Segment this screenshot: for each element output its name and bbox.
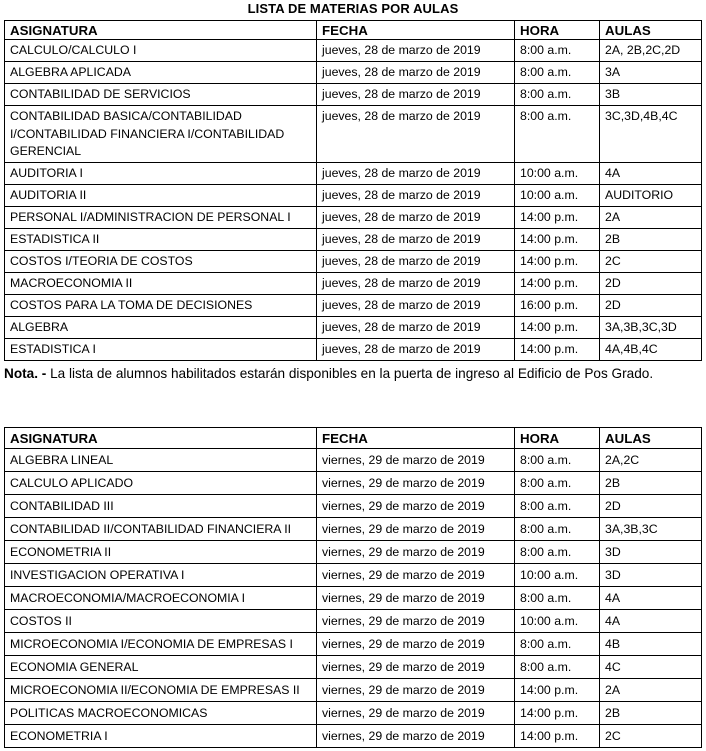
cell-fecha: viernes, 29 de marzo de 2019: [317, 725, 515, 748]
cell-aulas: 2B: [600, 702, 702, 725]
header-hora: HORA: [515, 428, 600, 449]
header-aulas: AULAS: [600, 428, 702, 449]
header-hora: HORA: [515, 21, 600, 40]
table-row: [5, 338, 702, 360]
cell-asignatura: AUDITORIA I: [5, 162, 317, 184]
cell-aulas: 4B: [600, 633, 702, 656]
cell-hora: 10:00 a.m.: [515, 162, 600, 184]
table-row: [5, 206, 702, 228]
table-row: [5, 106, 702, 163]
cell-fecha: viernes, 29 de marzo de 2019: [317, 449, 515, 472]
cell-hora: 8:00 a.m.: [515, 495, 600, 518]
page-title: LISTA DE MATERIAS POR AULAS: [247, 1, 459, 16]
cell-hora: 14:00 p.m.: [515, 272, 600, 294]
cell-aulas: 2D: [600, 294, 702, 316]
table-row: [5, 184, 702, 206]
cell-aulas: 4A,4B,4C: [600, 338, 702, 360]
cell-fecha: viernes, 29 de marzo de 2019: [317, 656, 515, 679]
cell-asignatura: ECONOMIA GENERAL: [5, 656, 317, 679]
cell-asignatura: MACROECONOMIA II: [5, 272, 317, 294]
cell-asignatura: CALCULO APLICADO: [5, 472, 317, 495]
table-row: [5, 228, 702, 250]
cell-fecha: jueves, 28 de marzo de 2019: [317, 40, 515, 62]
cell-hora: 8:00 a.m.: [515, 106, 600, 163]
table-row: [5, 294, 702, 316]
cell-fecha: jueves, 28 de marzo de 2019: [317, 184, 515, 206]
schedule-table-friday: [4, 427, 702, 748]
cell-fecha: viernes, 29 de marzo de 2019: [317, 702, 515, 725]
cell-asignatura: POLITICAS MACROECONOMICAS: [5, 702, 317, 725]
cell-hora: 8:00 a.m.: [515, 449, 600, 472]
cell-asignatura: ECONOMETRIA I: [5, 725, 317, 748]
cell-aulas: 2B: [600, 228, 702, 250]
cell-aulas: 3D: [600, 564, 702, 587]
schedule-table-thursday: [4, 20, 702, 361]
table-header-row: [5, 21, 702, 40]
cell-aulas: 3A: [600, 62, 702, 84]
cell-hora: 8:00 a.m.: [515, 84, 600, 106]
table-row: [5, 656, 702, 679]
cell-aulas: 2C: [600, 250, 702, 272]
cell-fecha: jueves, 28 de marzo de 2019: [317, 106, 515, 163]
table-row: [5, 633, 702, 656]
cell-asignatura: AUDITORIA II: [5, 184, 317, 206]
cell-fecha: jueves, 28 de marzo de 2019: [317, 84, 515, 106]
cell-aulas: 4A: [600, 610, 702, 633]
table-row: [5, 495, 702, 518]
table-row: [5, 40, 702, 62]
cell-hora: 8:00 a.m.: [515, 62, 600, 84]
header-fecha: FECHA: [317, 21, 515, 40]
cell-asignatura: MACROECONOMIA/MACROECONOMIA I: [5, 587, 317, 610]
cell-aulas: 3A,3B,3C: [600, 518, 702, 541]
cell-asignatura: CALCULO/CALCULO I: [5, 40, 317, 62]
cell-asignatura: CONTABILIDAD III: [5, 495, 317, 518]
cell-hora: 14:00 p.m.: [515, 725, 600, 748]
cell-fecha: jueves, 28 de marzo de 2019: [317, 316, 515, 338]
table-row: [5, 272, 702, 294]
table-row: [5, 725, 702, 748]
note: [4, 366, 653, 381]
cell-asignatura: CONTABILIDAD BASICA/CONTABILIDAD I/CONTABILIDAD FINANCIERA I/CONTABILIDAD GERENCIAL: [5, 106, 317, 163]
cell-fecha: viernes, 29 de marzo de 2019: [317, 587, 515, 610]
cell-fecha: jueves, 28 de marzo de 2019: [317, 228, 515, 250]
cell-asignatura: COSTOS II: [5, 610, 317, 633]
cell-asignatura: ALGEBRA: [5, 316, 317, 338]
cell-aulas: 2D: [600, 272, 702, 294]
cell-aulas: 4A: [600, 162, 702, 184]
cell-hora: 8:00 a.m.: [515, 518, 600, 541]
cell-aulas: 2A: [600, 679, 702, 702]
cell-asignatura: MICROECONOMIA II/ECONOMIA DE EMPRESAS II: [5, 679, 317, 702]
cell-hora: 10:00 a.m.: [515, 610, 600, 633]
cell-hora: 14:00 p.m.: [515, 228, 600, 250]
cell-fecha: jueves, 28 de marzo de 2019: [317, 272, 515, 294]
cell-aulas: 2C: [600, 725, 702, 748]
cell-aulas: 3D: [600, 541, 702, 564]
cell-hora: 8:00 a.m.: [515, 656, 600, 679]
cell-fecha: viernes, 29 de marzo de 2019: [317, 518, 515, 541]
cell-fecha: viernes, 29 de marzo de 2019: [317, 633, 515, 656]
table-row: [5, 541, 702, 564]
cell-aulas: 2D: [600, 495, 702, 518]
table-row: [5, 162, 702, 184]
cell-aulas: 3C,3D,4B,4C: [600, 106, 702, 163]
cell-asignatura: ECONOMETRIA II: [5, 541, 317, 564]
cell-hora: 8:00 a.m.: [515, 587, 600, 610]
cell-hora: 16:00 p.m.: [515, 294, 600, 316]
cell-aulas: AUDITORIO: [600, 184, 702, 206]
cell-asignatura: PERSONAL I/ADMINISTRACION DE PERSONAL I: [5, 206, 317, 228]
cell-fecha: jueves, 28 de marzo de 2019: [317, 206, 515, 228]
cell-fecha: viernes, 29 de marzo de 2019: [317, 564, 515, 587]
table-row: [5, 316, 702, 338]
cell-asignatura: CONTABILIDAD DE SERVICIOS: [5, 84, 317, 106]
cell-hora: 14:00 p.m.: [515, 702, 600, 725]
table-row: [5, 564, 702, 587]
table-row: [5, 449, 702, 472]
cell-aulas: 4C: [600, 656, 702, 679]
cell-hora: 14:00 p.m.: [515, 338, 600, 360]
header-fecha: FECHA: [317, 428, 515, 449]
cell-hora: 10:00 a.m.: [515, 184, 600, 206]
cell-fecha: jueves, 28 de marzo de 2019: [317, 338, 515, 360]
cell-hora: 8:00 a.m.: [515, 541, 600, 564]
header-asignatura: ASIGNATURA: [5, 428, 317, 449]
cell-fecha: viernes, 29 de marzo de 2019: [317, 679, 515, 702]
cell-asignatura: MICROECONOMIA I/ECONOMIA DE EMPRESAS I: [5, 633, 317, 656]
table-row: [5, 250, 702, 272]
cell-fecha: viernes, 29 de marzo de 2019: [317, 541, 515, 564]
note-text: La lista de alumnos habilitados estarán disponibles en la puerta de ingreso al Edificio de Pos Grado.: [46, 366, 654, 381]
cell-hora: 8:00 a.m.: [515, 472, 600, 495]
cell-fecha: jueves, 28 de marzo de 2019: [317, 162, 515, 184]
table-header-row: [5, 428, 702, 449]
cell-hora: 14:00 p.m.: [515, 250, 600, 272]
cell-aulas: 2B: [600, 472, 702, 495]
cell-hora: 14:00 p.m.: [515, 206, 600, 228]
header-asignatura: ASIGNATURA: [5, 21, 317, 40]
header-aulas: AULAS: [600, 21, 702, 40]
cell-hora: 10:00 a.m.: [515, 564, 600, 587]
cell-asignatura: ESTADISTICA II: [5, 228, 317, 250]
cell-asignatura: ALGEBRA LINEAL: [5, 449, 317, 472]
cell-aulas: 3B: [600, 84, 702, 106]
cell-asignatura: INVESTIGACION OPERATIVA I: [5, 564, 317, 587]
cell-fecha: viernes, 29 de marzo de 2019: [317, 610, 515, 633]
cell-aulas: 4A: [600, 587, 702, 610]
cell-fecha: viernes, 29 de marzo de 2019: [317, 472, 515, 495]
note-label: Nota. -: [4, 366, 47, 381]
table-row: [5, 679, 702, 702]
cell-hora: 14:00 p.m.: [515, 679, 600, 702]
table-row: [5, 84, 702, 106]
table-row: [5, 518, 702, 541]
cell-asignatura: ESTADISTICA I: [5, 338, 317, 360]
table-row: [5, 62, 702, 84]
cell-aulas: 2A,2C: [600, 449, 702, 472]
table-row: [5, 587, 702, 610]
cell-fecha: jueves, 28 de marzo de 2019: [317, 250, 515, 272]
cell-asignatura: COSTOS PARA LA TOMA DE DECISIONES: [5, 294, 317, 316]
cell-hora: 8:00 a.m.: [515, 40, 600, 62]
cell-hora: 8:00 a.m.: [515, 633, 600, 656]
cell-fecha: viernes, 29 de marzo de 2019: [317, 495, 515, 518]
cell-aulas: 3A,3B,3C,3D: [600, 316, 702, 338]
table-row: [5, 702, 702, 725]
cell-asignatura: ALGEBRA APLICADA: [5, 62, 317, 84]
table-row: [5, 472, 702, 495]
cell-aulas: 2A, 2B,2C,2D: [600, 40, 702, 62]
table-row: [5, 610, 702, 633]
cell-asignatura: COSTOS I/TEORIA DE COSTOS: [5, 250, 317, 272]
cell-hora: 14:00 p.m.: [515, 316, 600, 338]
cell-fecha: jueves, 28 de marzo de 2019: [317, 62, 515, 84]
cell-fecha: jueves, 28 de marzo de 2019: [317, 294, 515, 316]
cell-aulas: 2A: [600, 206, 702, 228]
cell-asignatura: CONTABILIDAD II/CONTABILIDAD FINANCIERA II: [5, 518, 317, 541]
